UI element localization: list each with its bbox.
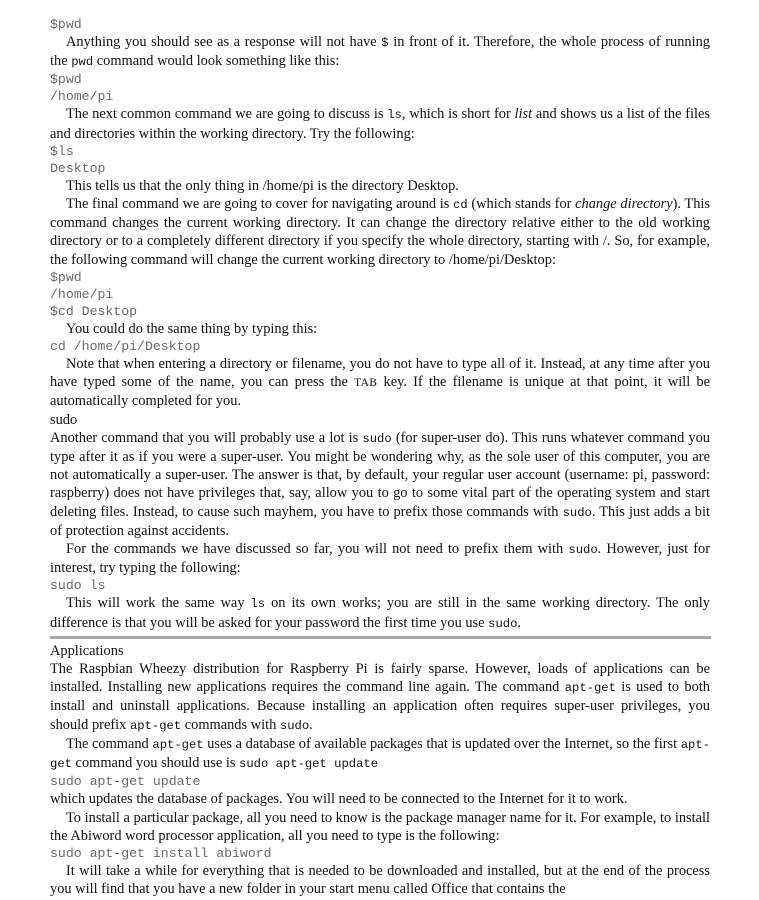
paragraph: Anything you should see as a response will not have $ in front of it. Therefore, the whole process of running the pwd command would look something like this: (50, 34, 710, 70)
inline-code: pwd (71, 55, 94, 70)
inline-code: sudo (488, 616, 518, 631)
inline-code: sudo (362, 431, 392, 446)
paragraph: Note that when entering a directory or filename, you do not have to type all of it. Instead, at any time after you have typed some of the name, you can press the TAB key. If the filename is unique at that point, it will be automatically completed for you. (50, 356, 710, 410)
paragraph: It will take a while for everything that is needed to be downloaded and installed, but at the end of the process you will find that you have a new folder in your start menu called Office that contains the (50, 862, 710, 898)
key-name: TAB (354, 377, 378, 390)
code-line: $cd Desktop (50, 303, 138, 319)
inline-code: cd (453, 198, 468, 213)
code-line: sudo apt-get update (50, 774, 201, 790)
inline-code: ls (387, 108, 402, 123)
paragraph: The next common command we are going to discuss is ls, which is short for list and shows us a list of the files and directories within the working directory. Try the following: (50, 106, 710, 142)
paragraph: Another command that you will probably use a lot is sudo (for super-user do). This runs whatever command you type after it as if you were a super-user. You might be wondering why, as the sole user of this computer, you are not automatically a super-user. The answer is that, by default, your regular user account (username: pi, password: raspberry) does not have privileges that, say, allow you to go to some vital part of the operating system and start deleting files. Instead, to cause such mayhem, you have to prefix those commands with sudo. This just adds a bit of protection against accidents. (50, 429, 710, 539)
code-line: cd /home/pi/Desktop (50, 339, 201, 355)
inline-code: ls (250, 597, 266, 612)
code-line: $pwd (50, 72, 82, 88)
paragraph: This tells us that the only thing in /home/pi is the directory Desktop. (66, 177, 459, 194)
inline-code: $ (381, 36, 389, 50)
paragraph: The Raspbian Wheezy distribution for Raspberry Pi is fairly sparse. However, loads of applications can be installed. Installing new applications requires the command line again. The command apt-get is used to both install and uninstall applications. Because installing an application often requires super-user privileges, you should prefix apt-get commands with sudo. (50, 661, 710, 733)
inline-code: apt-get (50, 737, 710, 772)
paragraph: The final command we are going to cover for navigating around is cd (which stands for change directory). This command changes the current working directory. It can change the directory relative either to the old working directory or to a completely different directory if you specify the whole directory, starting with /. So, for example, the following command will change the current working directory to /home/pi/Desktop: (50, 196, 711, 268)
inline-code: sudo apt-get update (239, 757, 379, 772)
inline-code: sudo (568, 543, 598, 558)
inline-code: sudo (562, 505, 592, 520)
code-line: /home/pi (50, 286, 114, 302)
emphasis: change directory (575, 196, 673, 213)
emphasis: list (514, 106, 533, 123)
section-divider (50, 636, 711, 639)
paragraph: To install a particular package, all you need to know is the package manager name for it. For example, to install the Abiword word processor application, all you need to type is the following: (50, 809, 710, 844)
code-line: $pwd (50, 17, 82, 32)
inline-code: apt-get (129, 718, 182, 733)
inline-code: apt-get (152, 737, 204, 752)
paragraph: You could do the same thing by typing this: (66, 320, 318, 337)
paragraph: The command apt-get uses a database of available packages that is updated over the Internet, so the first apt-get command you should use is sudo apt-get update (50, 735, 710, 772)
section-heading: sudo (50, 411, 78, 428)
code-line: sudo apt-get install abiword (50, 845, 272, 861)
paragraph: which updates the database of packages. You will need to be connected to the Internet for it to work. (50, 791, 628, 808)
paragraph: For the commands we have discussed so far, you will not need to prefix them with sudo. However, just for interest, try typing the following: (50, 541, 710, 577)
paragraph: This will work the same way ls on its own works; you are still in the same working directory. The only difference is that you will be asked for your password the first time you use sudo. (50, 595, 710, 631)
section-heading: Applications (50, 642, 124, 659)
inline-code: sudo (279, 718, 310, 733)
code-line: $pwd (50, 269, 82, 285)
document-page (50, 16, 710, 898)
code-line: $ls (50, 143, 74, 159)
code-line: Desktop (50, 160, 106, 176)
code-line: sudo ls (50, 578, 106, 594)
code-line: /home/pi (50, 89, 114, 105)
inline-code: apt-get (564, 681, 616, 696)
